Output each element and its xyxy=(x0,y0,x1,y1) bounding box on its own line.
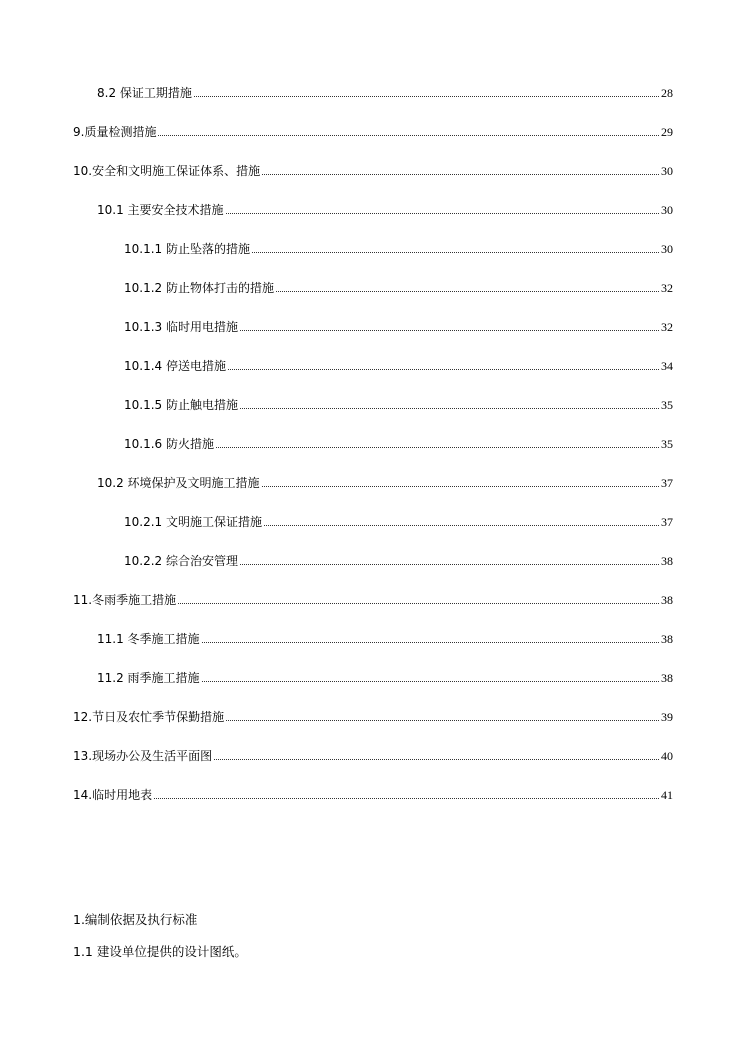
toc-entry-10-1-6[interactable] xyxy=(124,433,673,451)
toc-entry-9[interactable] xyxy=(73,121,673,139)
toc-page-number: 38 xyxy=(661,593,673,607)
toc-leader-dots xyxy=(216,447,659,448)
toc-page-number: 41 xyxy=(661,788,673,802)
toc-entry-label: 11.2 雨季施工措施 xyxy=(97,671,200,685)
toc-entry-label: 10.1.6 防火措施 xyxy=(124,437,214,451)
toc-leader-dots xyxy=(226,720,659,721)
toc-entry-11[interactable] xyxy=(73,589,673,607)
toc-entry-10-1-1[interactable] xyxy=(124,238,673,256)
toc-entry-label: 10.1.3 临时用电措施 xyxy=(124,320,238,334)
toc-entry-10-1-3[interactable] xyxy=(124,316,673,334)
toc-leader-dots xyxy=(252,252,659,253)
toc-entry-10-1-4[interactable] xyxy=(124,355,673,373)
toc-leader-dots xyxy=(226,213,659,214)
toc-entry-label: 14.临时用地表 xyxy=(73,788,153,802)
toc-entry-label: 10.2.2 综合治安管理 xyxy=(124,554,238,568)
toc-page-number: 35 xyxy=(661,437,673,451)
toc-entry-label: 10.2 环境保护及文明施工措施 xyxy=(97,476,260,490)
toc-page-number: 32 xyxy=(661,281,673,295)
toc-page-number: 29 xyxy=(661,125,673,139)
toc-leader-dots xyxy=(262,486,659,487)
toc-entry-label: 11.冬雨季施工措施 xyxy=(73,593,177,607)
toc-entry-10-1-2[interactable] xyxy=(124,277,673,295)
toc-entry-label: 10.1.5 防止触电措施 xyxy=(124,398,238,412)
toc-page-number: 38 xyxy=(661,671,673,685)
toc-entry-label: 13.现场办公及生活平面图 xyxy=(73,749,213,763)
toc-entry-10-2[interactable] xyxy=(97,472,673,490)
toc-leader-dots xyxy=(178,603,659,604)
toc-leader-dots xyxy=(276,291,659,292)
toc-entry-label: 10.1.2 防止物体打击的措施 xyxy=(124,281,274,295)
toc-page-number: 30 xyxy=(661,203,673,217)
toc-page-number: 32 xyxy=(661,320,673,334)
toc-entry-10-2-1[interactable] xyxy=(124,511,673,529)
body-paragraph: 1.1 建设单位提供的设计图纸。 xyxy=(73,944,247,959)
toc-leader-dots xyxy=(214,759,659,760)
toc-leader-dots xyxy=(262,174,659,175)
toc-entry-label: 9.质量检测措施 xyxy=(73,125,157,139)
toc-leader-dots xyxy=(158,135,659,136)
toc-page-number: 38 xyxy=(661,632,673,646)
toc-page-number: 30 xyxy=(661,164,673,178)
toc-page-number: 39 xyxy=(661,710,673,724)
toc-leader-dots xyxy=(202,642,659,643)
section-heading: 1.编制依据及执行标准 xyxy=(73,912,198,927)
toc-leader-dots xyxy=(240,564,659,565)
toc-entry-13[interactable] xyxy=(73,745,673,763)
toc-page-number: 37 xyxy=(661,476,673,490)
toc-page-number: 28 xyxy=(661,86,673,100)
toc-page-number: 34 xyxy=(661,359,673,373)
toc-entry-label: 8.2 保证工期措施 xyxy=(97,86,192,100)
toc-leader-dots xyxy=(240,408,659,409)
toc-leader-dots xyxy=(154,798,659,799)
toc-leader-dots xyxy=(202,681,659,682)
toc-entry-10-1[interactable] xyxy=(97,199,673,217)
toc-leader-dots xyxy=(264,525,659,526)
toc-page-number: 40 xyxy=(661,749,673,763)
toc-entry-11-1[interactable] xyxy=(97,628,673,646)
toc-entry-10-2-2[interactable] xyxy=(124,550,673,568)
toc-entry-10[interactable] xyxy=(73,160,673,178)
toc-entry-label: 10.1.4 停送电措施 xyxy=(124,359,226,373)
toc-entry-label: 11.1 冬季施工措施 xyxy=(97,632,200,646)
toc-entry-14[interactable] xyxy=(73,784,673,802)
toc-page-number: 30 xyxy=(661,242,673,256)
toc-entry-label: 10.安全和文明施工保证体系、措施 xyxy=(73,164,261,178)
toc-entry-label: 10.1 主要安全技术措施 xyxy=(97,203,224,217)
toc-entry-label: 10.1.1 防止坠落的措施 xyxy=(124,242,250,256)
toc-page-number: 35 xyxy=(661,398,673,412)
toc-leader-dots xyxy=(240,330,659,331)
toc-leader-dots xyxy=(194,96,659,97)
toc-entry-label: 10.2.1 文明施工保证措施 xyxy=(124,515,262,529)
toc-entry-12[interactable] xyxy=(73,706,673,724)
toc-page-number: 37 xyxy=(661,515,673,529)
toc-entry-10-1-5[interactable] xyxy=(124,394,673,412)
toc-page-number: 38 xyxy=(661,554,673,568)
toc-leader-dots xyxy=(228,369,659,370)
toc-entry-label: 12.节日及农忙季节保勤措施 xyxy=(73,710,225,724)
toc-entry-8-2[interactable] xyxy=(97,82,673,100)
toc-entry-11-2[interactable] xyxy=(97,667,673,685)
